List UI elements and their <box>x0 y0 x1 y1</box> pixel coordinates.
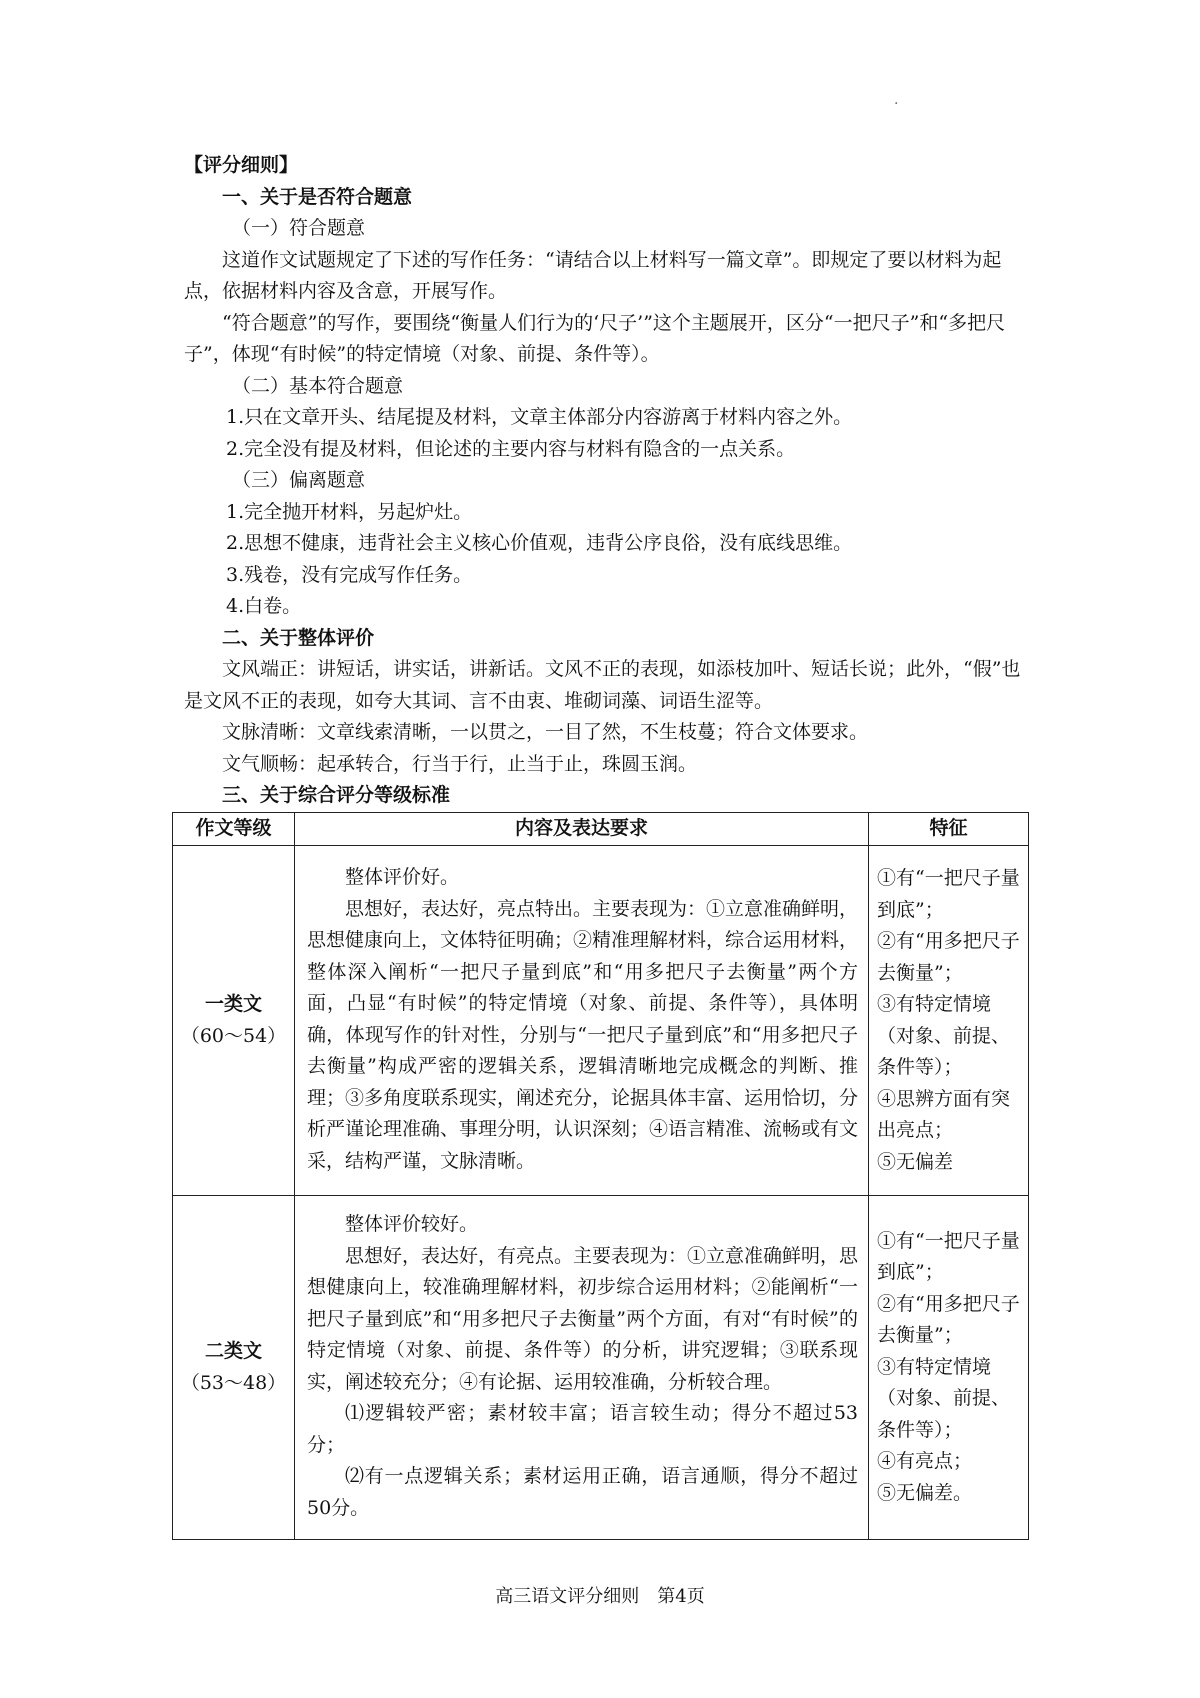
section1-sub1-paragraph: “符合题意”的写作，要围绕“衡量人们行为的‘尺子’”这个主题展开，区分“一把尺子”和“多把尺子”，体现“有时候”的特定情境（对象、前提、条件等）。 <box>184 311 1006 365</box>
feature-item: ①有“一把尺子量到底”； <box>877 1229 1020 1284</box>
page-footer: 高三语文评分细则 第4页 <box>495 1586 705 1607</box>
section2-title: 二、关于整体评价 <box>222 626 375 649</box>
page-mark: . <box>894 92 899 108</box>
table-header-row <box>173 813 1029 846</box>
section1-sub3-item: 3.残卷，没有完成写作任务。 <box>226 563 473 586</box>
grade-name: 二类文 <box>204 1340 262 1362</box>
section1-sub2-item: 2.完全没有提及材料，但论述的主要内容与材料有隐含的一点关系。 <box>226 437 796 460</box>
section1-sub1-paragraph: 这道作文试题规定了下述的写作任务：“请结合以上材料写一篇文章”。即规定了要以材料为起点，依据材料内容及含意，开展写作。 <box>184 248 1002 302</box>
section1-sub1-title: （一）符合题意 <box>232 217 366 239</box>
requirement-paragraph: 整体评价较好。 <box>345 1213 479 1235</box>
section3-title: 三、关于综合评分等级标准 <box>222 784 451 806</box>
features-cell <box>869 1196 1029 1540</box>
grade-standards-table <box>172 812 1029 1540</box>
feature-item: ④思辨方面有突出亮点； <box>877 1087 1011 1141</box>
table-row <box>173 1196 1029 1540</box>
document-body <box>184 150 1030 812</box>
section1-sub3-item: 4.白卷。 <box>226 595 302 617</box>
requirement-paragraph: 思想好，表达好，亮点特出。主要表现为：①立意准确鲜明，思想健康向上，文体特征明确；②精准理解材料，综合运用材料，整体深入阐析“一把尺子量到底”和“用多把尺子去衡量”两个方面，凸显“有时候”的特定情境（对象、前提、条件等），具体明确，体现写作的针对性，分别与“一把尺子量到底”和“用多把尺子去衡量”构成严密的逻辑关系，逻辑清晰地完成概念的判断、推理；③多角度联系现实，阐述充分，论据具体丰富、运用恰切，分析严谨论理准确、事理分明，认识深刻；④语言精准、流畅或有文采，结构严谨，文脉清晰。 <box>307 897 859 1172</box>
feature-item: ③有特定情境（对象、前提、条件等）； <box>877 993 1011 1078</box>
section2-paragraph: 文脉清晰：文章线索清晰，一以贯之，一目了然，不生枝蔓；符合文体要求。 <box>222 721 869 743</box>
section2-paragraph: 文风端正：讲短话，讲实话，讲新话。文风不正的表现，如添枝加叶、短话长说；此外，“假”也是文风不正的表现，如夸大其词、言不由衷、堆砌词藻、词语生涩等。 <box>184 658 1021 712</box>
feature-item: ⑤无偏差 <box>877 1150 954 1173</box>
document-heading: 【评分细则】 <box>184 154 299 176</box>
section1-sub2-item: 1.只在文章开头、结尾提及材料，文章主体部分内容游离于材料内容之外。 <box>226 406 853 428</box>
requirements-cell <box>295 1196 869 1540</box>
grade-range: （60～54） <box>180 1024 287 1047</box>
table-row <box>173 846 1029 1196</box>
requirement-paragraph: 整体评价好。 <box>345 866 460 888</box>
section1-sub3-item: 2.思想不健康，违背社会主义核心价值观，违背公序良俗，没有底线思维。 <box>226 532 853 554</box>
section1-title: 一、关于是否符合题意 <box>222 185 413 208</box>
feature-item: ④有亮点； <box>877 1450 973 1473</box>
grade-cell <box>173 1196 295 1540</box>
grade-range: （53～48） <box>180 1371 287 1394</box>
feature-item: ③有特定情境（对象、前提、条件等）； <box>877 1355 1011 1441</box>
features-cell <box>869 846 1029 1196</box>
feature-item: ⑤无偏差。 <box>877 1481 973 1504</box>
feature-item: ①有“一把尺子量到底”； <box>877 867 1020 921</box>
grade-name: 一类文 <box>204 993 262 1015</box>
section2-paragraph: 文气顺畅：起承转合，行当于行，止当于止，珠圆玉润。 <box>222 752 698 775</box>
header-requirements: 内容及表达要求 <box>295 813 869 846</box>
requirement-paragraph: ⑴逻辑较严密；素材较丰富；语言较生动；得分不超过53分； <box>307 1402 858 1456</box>
header-grade: 作文等级 <box>173 813 295 846</box>
feature-item: ②有“用多把尺子去衡量”； <box>877 1292 1020 1347</box>
requirement-paragraph: 思想好，表达好，有亮点。主要表现为：①立意准确鲜明，思想健康向上，较准确理解材料，初步综合运用材料；②能阐析“一把尺子量到底”和“用多把尺子去衡量”两个方面，有对“有时候”的特定情境（对象、前提、条件等）的分析，讲究逻辑；③联系现实，阐述较充分；④有论据、运用较准确，分析较合理。 <box>307 1244 859 1393</box>
section1-sub2-title: （二）基本符合题意 <box>232 374 404 397</box>
header-features: 特征 <box>869 813 1029 846</box>
grade-cell <box>173 846 295 1196</box>
feature-item: ②有“用多把尺子去衡量”； <box>877 930 1020 984</box>
requirement-paragraph: ⑵有一点逻辑关系；素材运用正确，语言通顺，得分不超过50分。 <box>307 1465 858 1519</box>
section1-sub3-title: （三）偏离题意 <box>232 469 366 491</box>
requirements-cell <box>295 846 869 1196</box>
section1-sub3-item: 1.完全抛开材料，另起炉灶。 <box>226 500 473 523</box>
